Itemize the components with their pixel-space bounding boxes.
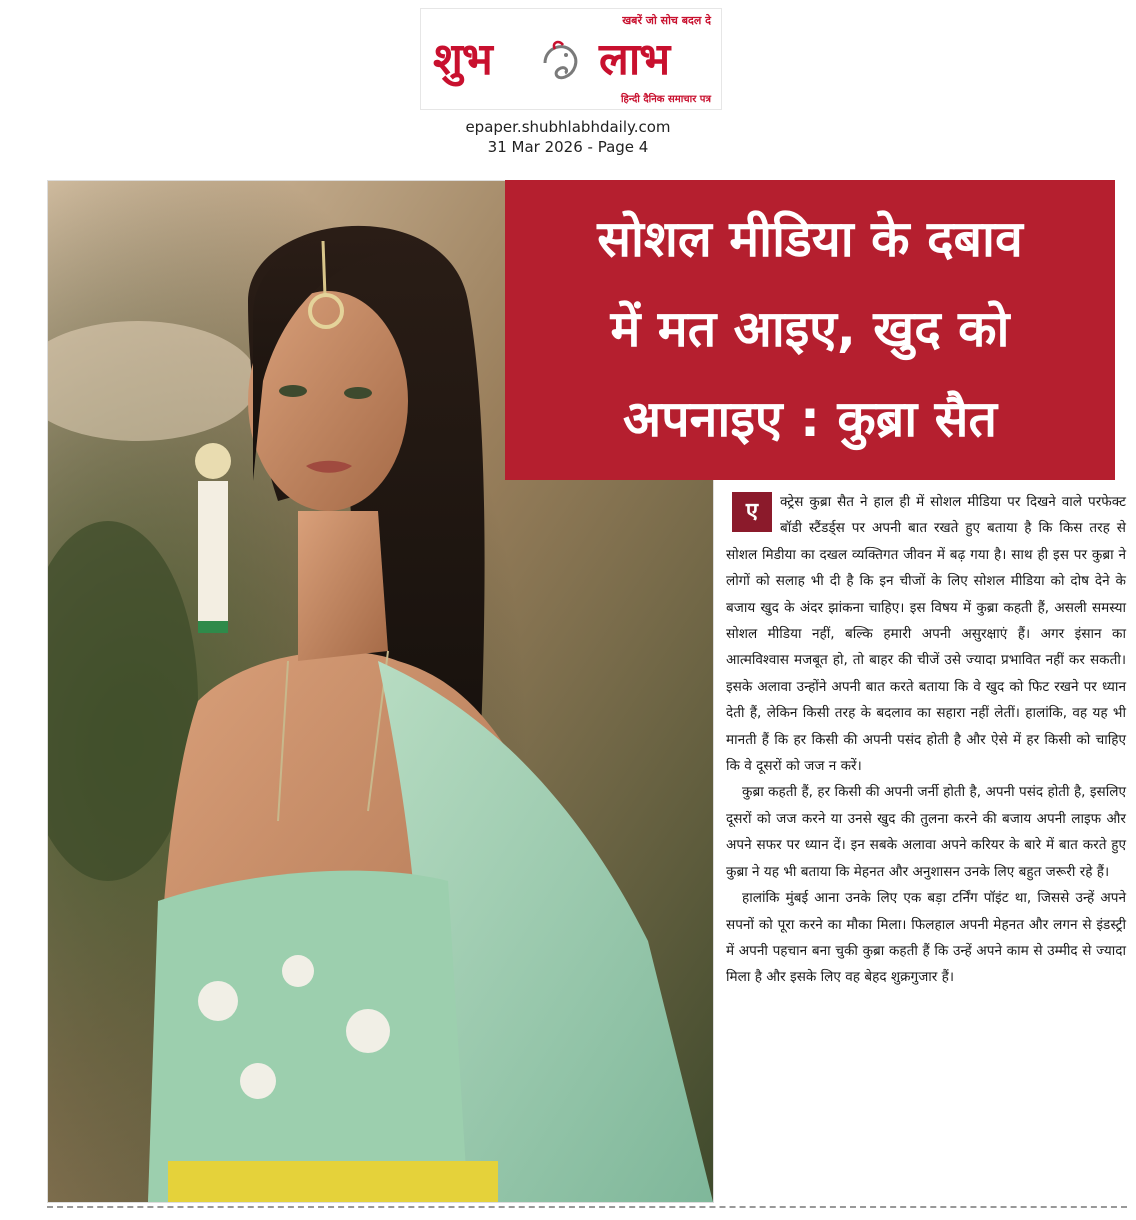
masthead-subtitle: हिन्दी दैनिक समाचार पत्र — [620, 94, 711, 105]
masthead-name-left: शुभ — [433, 34, 492, 85]
article-paragraph: हालांकि मुंबई आना उनके लिए एक बड़ा टर्निंग पॉइंट था, जिससे उन्हें अपने सपनों को पूरा करने का मौका मिला। फिलहाल अपनी मेहनत और लगन से इंडस्ट्री में अपनी पहचान बना चुकी कुब्रा कहती हैं कि उन्हें अपने काम से उम्मीद से ज्यादा मिला है और इसके लिए वह बेहद शुक्रगुजार हैं। — [726, 890, 1126, 986]
page-bottom-divider — [47, 1206, 1127, 1218]
masthead-logo — [420, 8, 722, 110]
ganesha-icon — [535, 33, 589, 87]
paragraph-text: क्ट्रेस कुब्रा सैत ने हाल ही में सोशल मीडिया पर दिखने वाले परफेक्ट बॉडी स्टैंडर्ड्स पर अपनी बात रखते हुए बताया है कि किस तरह से सोशल मिडीया का दखल व्यक्तिगत जीवन में बढ़ गया है। साथ ही इस पर कुब्रा ने लोगों को सलाह भी दी है कि इन चीजों के लिए सोशल मीडिया को दोष देने के बजाय खुद के अंदर झांकना चाहिए। इस विषय में कुब्रा कहती हैं, असली समस्या सोशल मीडिया नहीं, बल्कि हमारी अपनी असुरक्षाएं हैं। अगर इंसान का आत्मविश्वास मजबूत हो, तो बाहर की चीजें उसे ज्यादा प्रभावित नहीं कर सकती। इसके अलावा उन्होंने अपनी बात करते बताया कि वे खुद को फिट रखने पर ध्यान देती हैं, लेकिन किसी तरह के बदलाव का सहारा नहीं लेतीं। हालांकि, वह यह भी मानती हैं कि हर किसी की अपनी पसंद होती है और ऐसे में हर किसी को चाहिए कि वे दूसरों को जज न करें। — [726, 494, 1126, 775]
headline-box — [505, 180, 1115, 480]
article-paragraph — [726, 489, 1126, 779]
source-url: epaper.shubhlabhdaily.com — [465, 118, 671, 136]
drop-cap: ए — [732, 492, 772, 532]
article-paragraph: कुब्रा कहती हैं, हर किसी की अपनी जर्नी होती है, अपनी पसंद होती है, इसलिए दूसरों को जज करने या उनसे खुद की तुलना करने की बजाय अपनी लाइफ और अपने सफर पर ध्यान दें। इन सबके अलावा अपने करियर के बारे में बात करते हुए कुब्रा ने यह भी बताया कि मेहनत और अनुशासन उनके लिए बहुत जरूरी रहे हैं। — [726, 784, 1126, 880]
article-body — [726, 489, 1126, 1199]
headline-line: में मत आइए, खुद को — [610, 300, 1010, 358]
headline-line: अपनाइए : कुब्रा सैत — [623, 390, 997, 448]
masthead-tagline: खबरें जो सोच बदल दे — [622, 14, 711, 27]
headline-line: सोशल मीडिया के दबाव — [597, 210, 1023, 268]
source-date-page: 31 Mar 2026 - Page 4 — [487, 138, 649, 156]
masthead-name-right: लाभ — [599, 34, 670, 85]
